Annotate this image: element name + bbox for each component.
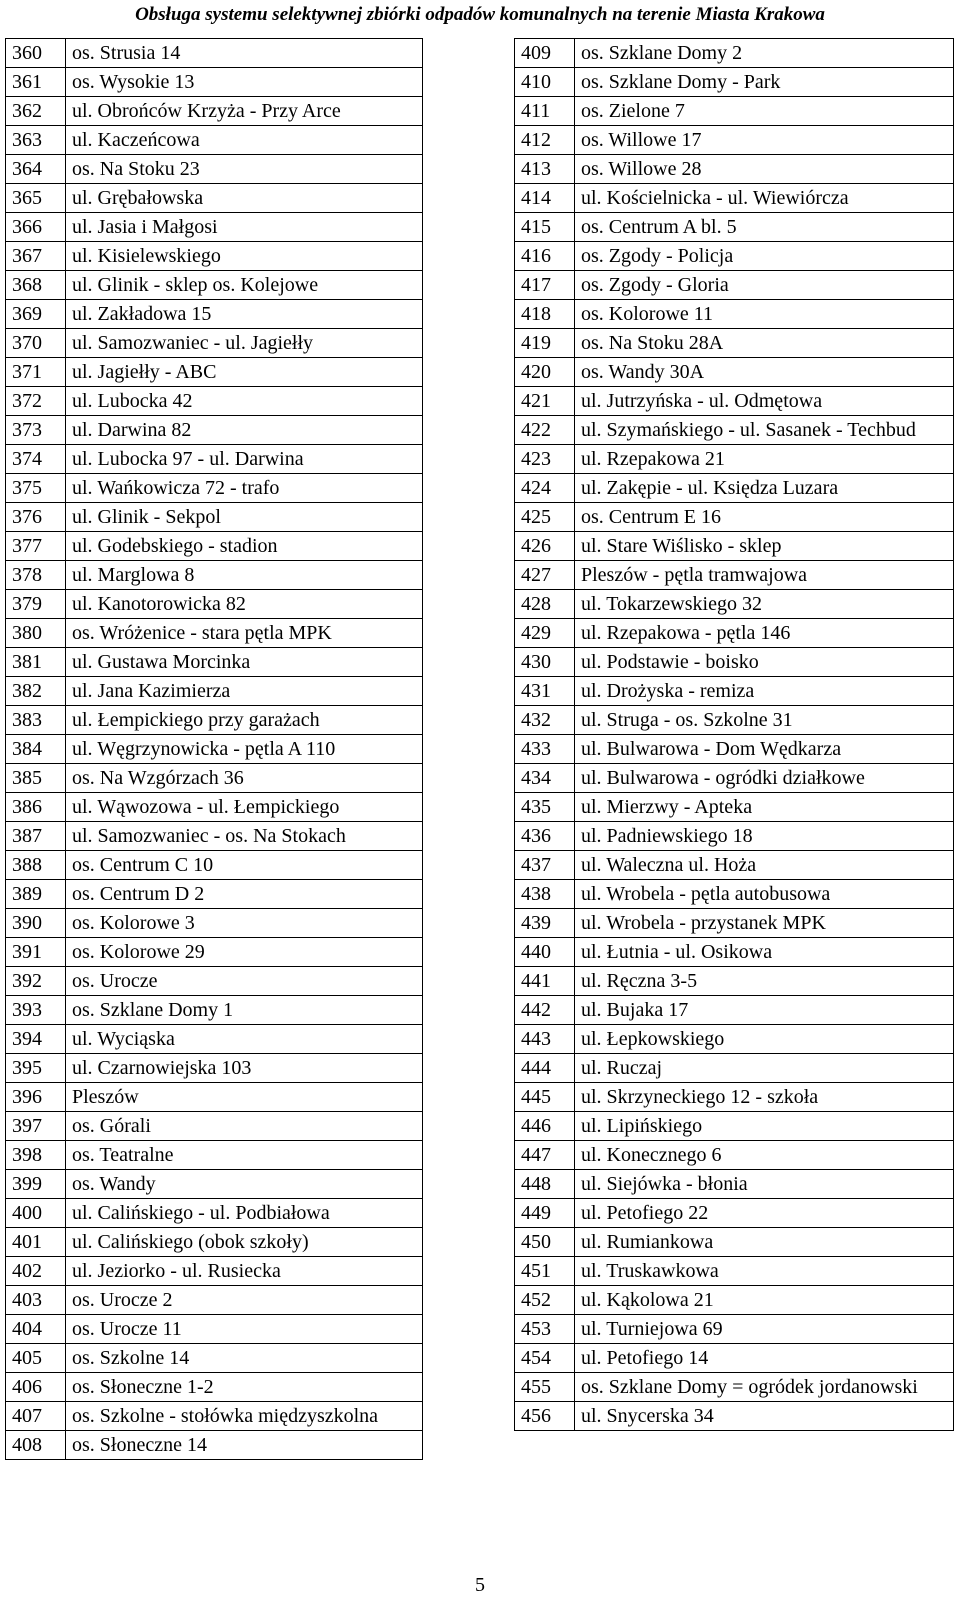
location-name: Pleszów - pętla tramwajowa <box>575 561 954 590</box>
location-name: ul. Drożyska - remiza <box>575 677 954 706</box>
table-row <box>515 1402 954 1431</box>
table-row <box>515 1257 954 1286</box>
row-number: 412 <box>515 126 575 155</box>
location-name: ul. Jana Kazimierza <box>66 677 423 706</box>
location-name: os. Wandy <box>66 1170 423 1199</box>
location-name: os. Kolorowe 29 <box>66 938 423 967</box>
table-row <box>515 68 954 97</box>
row-number: 453 <box>515 1315 575 1344</box>
row-number: 385 <box>6 764 66 793</box>
row-number: 424 <box>515 474 575 503</box>
right-table-body <box>515 39 954 1431</box>
location-name: os. Wróżenice - stara pętla MPK <box>66 619 423 648</box>
location-name: os. Willowe 17 <box>575 126 954 155</box>
table-row <box>6 938 423 967</box>
location-name: ul. Kościelnicka - ul. Wiewiórcza <box>575 184 954 213</box>
location-name: ul. Lipińskiego <box>575 1112 954 1141</box>
location-name: ul. Obrońców Krzyża - Przy Arce <box>66 97 423 126</box>
location-name: ul. Wrobela - pętla autobusowa <box>575 880 954 909</box>
location-name: os. Szkolne 14 <box>66 1344 423 1373</box>
table-row <box>6 1344 423 1373</box>
location-name: ul. Darwina 82 <box>66 416 423 445</box>
table-row <box>515 474 954 503</box>
row-number: 389 <box>6 880 66 909</box>
table-row <box>6 68 423 97</box>
table-row <box>515 764 954 793</box>
row-number: 379 <box>6 590 66 619</box>
table-row <box>515 822 954 851</box>
table-row <box>515 590 954 619</box>
table-row <box>6 213 423 242</box>
location-name: ul. Struga - os. Szkolne 31 <box>575 706 954 735</box>
row-number: 366 <box>6 213 66 242</box>
row-number: 367 <box>6 242 66 271</box>
row-number: 391 <box>6 938 66 967</box>
location-name: ul. Waleczna ul. Hoża <box>575 851 954 880</box>
table-row <box>6 300 423 329</box>
row-number: 388 <box>6 851 66 880</box>
location-name: ul. Ruczaj <box>575 1054 954 1083</box>
table-row <box>6 648 423 677</box>
location-name: os. Słoneczne 14 <box>66 1431 423 1460</box>
table-row <box>6 1025 423 1054</box>
location-name: os. Górali <box>66 1112 423 1141</box>
row-number: 426 <box>515 532 575 561</box>
row-number: 365 <box>6 184 66 213</box>
location-name: ul. Kanotorowicka 82 <box>66 590 423 619</box>
table-row <box>515 39 954 68</box>
table-row <box>515 1286 954 1315</box>
row-number: 381 <box>6 648 66 677</box>
table-row <box>6 1054 423 1083</box>
table-row <box>6 329 423 358</box>
row-number: 376 <box>6 503 66 532</box>
row-number: 454 <box>515 1344 575 1373</box>
table-row <box>515 880 954 909</box>
table-row <box>6 1257 423 1286</box>
table-row <box>6 242 423 271</box>
row-number: 363 <box>6 126 66 155</box>
row-number: 399 <box>6 1170 66 1199</box>
table-row <box>6 1170 423 1199</box>
row-number: 386 <box>6 793 66 822</box>
row-number: 382 <box>6 677 66 706</box>
location-name: ul. Siejówka - błonia <box>575 1170 954 1199</box>
location-name: ul. Wańkowicza 72 - trafo <box>66 474 423 503</box>
location-name: ul. Rumiankowa <box>575 1228 954 1257</box>
row-number: 421 <box>515 387 575 416</box>
location-name: ul. Bulwarowa - ogródki działkowe <box>575 764 954 793</box>
table-row <box>6 880 423 909</box>
table-row <box>6 1315 423 1344</box>
table-row <box>6 155 423 184</box>
location-name: ul. Skrzyneckiego 12 - szkoła <box>575 1083 954 1112</box>
location-name: os. Słoneczne 1-2 <box>66 1373 423 1402</box>
row-number: 390 <box>6 909 66 938</box>
table-row <box>515 909 954 938</box>
location-name: ul. Marglowa 8 <box>66 561 423 590</box>
row-number: 443 <box>515 1025 575 1054</box>
row-number: 448 <box>515 1170 575 1199</box>
location-name: ul. Łepkowskiego <box>575 1025 954 1054</box>
location-name: ul. Podstawie - boisko <box>575 648 954 677</box>
left-table-body <box>6 39 423 1460</box>
location-name: ul. Łempickiego przy garażach <box>66 706 423 735</box>
table-row <box>515 416 954 445</box>
row-number: 392 <box>6 967 66 996</box>
row-number: 374 <box>6 445 66 474</box>
row-number: 419 <box>515 329 575 358</box>
table-row <box>515 619 954 648</box>
row-number: 427 <box>515 561 575 590</box>
location-name: os. Szklane Domy 1 <box>66 996 423 1025</box>
row-number: 439 <box>515 909 575 938</box>
row-number: 362 <box>6 97 66 126</box>
table-row <box>515 561 954 590</box>
location-name: os. Urocze <box>66 967 423 996</box>
table-row <box>6 1112 423 1141</box>
table-row <box>515 213 954 242</box>
table-row <box>515 996 954 1025</box>
table-row <box>515 706 954 735</box>
location-name: ul. Snycerska 34 <box>575 1402 954 1431</box>
location-name: ul. Łutnia - ul. Osikowa <box>575 938 954 967</box>
row-number: 447 <box>515 1141 575 1170</box>
table-row <box>515 1054 954 1083</box>
location-name: ul. Wrobela - przystanek MPK <box>575 909 954 938</box>
location-name: os. Kolorowe 3 <box>66 909 423 938</box>
location-name: ul. Jeziorko - ul. Rusiecka <box>66 1257 423 1286</box>
table-row <box>515 967 954 996</box>
table-row <box>515 126 954 155</box>
location-name: os. Na Stoku 23 <box>66 155 423 184</box>
row-number: 442 <box>515 996 575 1025</box>
row-number: 403 <box>6 1286 66 1315</box>
table-row <box>6 1402 423 1431</box>
table-row <box>515 1112 954 1141</box>
table-row <box>515 97 954 126</box>
row-number: 438 <box>515 880 575 909</box>
table-row <box>6 793 423 822</box>
location-name: os. Zgody - Gloria <box>575 271 954 300</box>
location-name: Pleszów <box>66 1083 423 1112</box>
location-name: ul. Samozwaniec - os. Na Stokach <box>66 822 423 851</box>
location-name: os. Urocze 11 <box>66 1315 423 1344</box>
table-row <box>6 706 423 735</box>
table-row <box>515 184 954 213</box>
table-row <box>6 271 423 300</box>
row-number: 437 <box>515 851 575 880</box>
location-name: ul. Turniejowa 69 <box>575 1315 954 1344</box>
row-number: 408 <box>6 1431 66 1460</box>
table-row <box>515 1228 954 1257</box>
location-name: ul. Kaczeńcowa <box>66 126 423 155</box>
row-number: 434 <box>515 764 575 793</box>
row-number: 450 <box>515 1228 575 1257</box>
location-name: ul. Wyciąska <box>66 1025 423 1054</box>
row-number: 411 <box>515 97 575 126</box>
table-row <box>515 1344 954 1373</box>
row-number: 375 <box>6 474 66 503</box>
table-row <box>6 39 423 68</box>
table-row <box>515 1083 954 1112</box>
table-row <box>515 1025 954 1054</box>
table-row <box>515 329 954 358</box>
row-number: 396 <box>6 1083 66 1112</box>
location-name: ul. Glinik - Sekpol <box>66 503 423 532</box>
row-number: 433 <box>515 735 575 764</box>
table-row <box>515 358 954 387</box>
location-name: ul. Tokarzewskiego 32 <box>575 590 954 619</box>
table-row <box>6 1228 423 1257</box>
location-name: os. Kolorowe 11 <box>575 300 954 329</box>
row-number: 378 <box>6 561 66 590</box>
table-row <box>515 1141 954 1170</box>
table-row <box>515 1373 954 1402</box>
location-name: ul. Truskawkowa <box>575 1257 954 1286</box>
location-name: os. Na Stoku 28A <box>575 329 954 358</box>
row-number: 415 <box>515 213 575 242</box>
location-name: os. Szkolne - stołówka międzyszkolna <box>66 1402 423 1431</box>
row-number: 409 <box>515 39 575 68</box>
location-name: os. Szklane Domy = ogródek jordanowski <box>575 1373 954 1402</box>
row-number: 440 <box>515 938 575 967</box>
table-row <box>6 532 423 561</box>
location-name: ul. Godebskiego - stadion <box>66 532 423 561</box>
location-name: ul. Jutrzyńska - ul. Odmętowa <box>575 387 954 416</box>
location-name: ul. Wąwozowa - ul. Łempickiego <box>66 793 423 822</box>
row-number: 395 <box>6 1054 66 1083</box>
row-number: 431 <box>515 677 575 706</box>
row-number: 422 <box>515 416 575 445</box>
row-number: 406 <box>6 1373 66 1402</box>
location-name: os. Teatralne <box>66 1141 423 1170</box>
row-number: 404 <box>6 1315 66 1344</box>
location-name: os. Wandy 30A <box>575 358 954 387</box>
location-name: ul. Węgrzynowicka - pętla A 110 <box>66 735 423 764</box>
row-number: 407 <box>6 1402 66 1431</box>
table-row <box>6 590 423 619</box>
table-row <box>515 445 954 474</box>
location-name: ul. Petofiego 22 <box>575 1199 954 1228</box>
location-name: os. Strusia 14 <box>66 39 423 68</box>
table-row <box>6 1199 423 1228</box>
table-row <box>515 387 954 416</box>
row-number: 360 <box>6 39 66 68</box>
table-row <box>6 1141 423 1170</box>
table-row <box>515 1315 954 1344</box>
row-number: 430 <box>515 648 575 677</box>
location-name: os. Centrum E 16 <box>575 503 954 532</box>
row-number: 428 <box>515 590 575 619</box>
row-number: 429 <box>515 619 575 648</box>
row-number: 377 <box>6 532 66 561</box>
row-number: 373 <box>6 416 66 445</box>
table-row <box>6 851 423 880</box>
location-name: ul. Mierzwy - Apteka <box>575 793 954 822</box>
row-number: 364 <box>6 155 66 184</box>
row-number: 387 <box>6 822 66 851</box>
row-number: 380 <box>6 619 66 648</box>
row-number: 416 <box>515 242 575 271</box>
row-number: 410 <box>515 68 575 97</box>
location-name: ul. Grębałowska <box>66 184 423 213</box>
row-number: 451 <box>515 1257 575 1286</box>
location-name: ul. Zakępie - ul. Księdza Luzara <box>575 474 954 503</box>
row-number: 401 <box>6 1228 66 1257</box>
location-name: ul. Zakładowa 15 <box>66 300 423 329</box>
table-row <box>6 996 423 1025</box>
location-name: os. Centrum A bl. 5 <box>575 213 954 242</box>
table-row <box>6 126 423 155</box>
location-name: ul. Ręczna 3-5 <box>575 967 954 996</box>
row-number: 446 <box>515 1112 575 1141</box>
row-number: 456 <box>515 1402 575 1431</box>
left-location-table <box>5 38 423 1460</box>
location-name: ul. Calińskiego - ul. Podbiałowa <box>66 1199 423 1228</box>
row-number: 435 <box>515 793 575 822</box>
table-row <box>515 300 954 329</box>
table-row <box>6 619 423 648</box>
table-row <box>515 735 954 764</box>
row-number: 418 <box>515 300 575 329</box>
location-name: ul. Bulwarowa - Dom Wędkarza <box>575 735 954 764</box>
right-location-table <box>514 38 954 1431</box>
table-row <box>515 242 954 271</box>
table-row <box>515 793 954 822</box>
row-number: 372 <box>6 387 66 416</box>
row-number: 413 <box>515 155 575 184</box>
row-number: 452 <box>515 1286 575 1315</box>
row-number: 371 <box>6 358 66 387</box>
table-row <box>515 503 954 532</box>
row-number: 425 <box>515 503 575 532</box>
location-name: ul. Bujaka 17 <box>575 996 954 1025</box>
table-row <box>515 851 954 880</box>
row-number: 445 <box>515 1083 575 1112</box>
row-number: 369 <box>6 300 66 329</box>
table-row <box>515 677 954 706</box>
location-name: ul. Rzepakowa - pętla 146 <box>575 619 954 648</box>
location-name: ul. Szymańskiego - ul. Sasanek - Techbud <box>575 416 954 445</box>
location-name: os. Zgody - Policja <box>575 242 954 271</box>
table-row <box>6 1083 423 1112</box>
table-row <box>6 474 423 503</box>
location-name: ul. Calińskiego (obok szkoły) <box>66 1228 423 1257</box>
row-number: 393 <box>6 996 66 1025</box>
table-row <box>515 648 954 677</box>
location-name: ul. Lubocka 42 <box>66 387 423 416</box>
location-name: os. Szklane Domy 2 <box>575 39 954 68</box>
table-row <box>515 155 954 184</box>
table-row <box>6 1431 423 1460</box>
row-number: 398 <box>6 1141 66 1170</box>
row-number: 444 <box>515 1054 575 1083</box>
row-number: 417 <box>515 271 575 300</box>
location-name: ul. Rzepakowa 21 <box>575 445 954 474</box>
row-number: 441 <box>515 967 575 996</box>
location-name: ul. Kąkolowa 21 <box>575 1286 954 1315</box>
row-number: 394 <box>6 1025 66 1054</box>
row-number: 432 <box>515 706 575 735</box>
page-number: 5 <box>475 1574 485 1596</box>
table-row <box>6 822 423 851</box>
location-name: os. Centrum C 10 <box>66 851 423 880</box>
location-name: ul. Lubocka 97 - ul. Darwina <box>66 445 423 474</box>
location-name: os. Urocze 2 <box>66 1286 423 1315</box>
row-number: 423 <box>515 445 575 474</box>
location-name: ul. Samozwaniec - ul. Jagiełły <box>66 329 423 358</box>
row-number: 361 <box>6 68 66 97</box>
location-name: os. Zielone 7 <box>575 97 954 126</box>
location-name: os. Szklane Domy - Park <box>575 68 954 97</box>
table-row <box>6 503 423 532</box>
row-number: 400 <box>6 1199 66 1228</box>
location-name: ul. Konecznego 6 <box>575 1141 954 1170</box>
table-row <box>6 561 423 590</box>
table-row <box>515 532 954 561</box>
table-row <box>6 1373 423 1402</box>
table-row <box>515 1170 954 1199</box>
location-name: ul. Gustawa Morcinka <box>66 648 423 677</box>
table-row <box>6 967 423 996</box>
table-row <box>6 416 423 445</box>
row-number: 402 <box>6 1257 66 1286</box>
row-number: 449 <box>515 1199 575 1228</box>
location-name: ul. Czarnowiejska 103 <box>66 1054 423 1083</box>
location-name: ul. Glinik - sklep os. Kolejowe <box>66 271 423 300</box>
table-row <box>6 764 423 793</box>
table-row <box>6 735 423 764</box>
location-name: os. Wysokie 13 <box>66 68 423 97</box>
table-row <box>6 387 423 416</box>
row-number: 384 <box>6 735 66 764</box>
table-row <box>6 97 423 126</box>
page-header: Obsługa systemu selektywnej zbiórki odpadów komunalnych na terenie Miasta Krakowa <box>135 4 825 25</box>
location-name: os. Centrum D 2 <box>66 880 423 909</box>
table-row <box>6 445 423 474</box>
location-name: ul. Jasia i Małgosi <box>66 213 423 242</box>
row-number: 414 <box>515 184 575 213</box>
location-name: ul. Kisielewskiego <box>66 242 423 271</box>
table-row <box>6 184 423 213</box>
row-number: 455 <box>515 1373 575 1402</box>
row-number: 383 <box>6 706 66 735</box>
location-name: os. Na Wzgórzach 36 <box>66 764 423 793</box>
table-row <box>515 271 954 300</box>
location-name: ul. Petofiego 14 <box>575 1344 954 1373</box>
row-number: 420 <box>515 358 575 387</box>
location-name: ul. Padniewskiego 18 <box>575 822 954 851</box>
row-number: 370 <box>6 329 66 358</box>
location-name: ul. Jagiełły - ABC <box>66 358 423 387</box>
row-number: 368 <box>6 271 66 300</box>
table-row <box>6 358 423 387</box>
location-name: ul. Stare Wiślisko - sklep <box>575 532 954 561</box>
row-number: 405 <box>6 1344 66 1373</box>
row-number: 397 <box>6 1112 66 1141</box>
table-row <box>6 909 423 938</box>
table-row <box>515 1199 954 1228</box>
table-row <box>515 938 954 967</box>
table-row <box>6 677 423 706</box>
table-row <box>6 1286 423 1315</box>
location-name: os. Willowe 28 <box>575 155 954 184</box>
row-number: 436 <box>515 822 575 851</box>
